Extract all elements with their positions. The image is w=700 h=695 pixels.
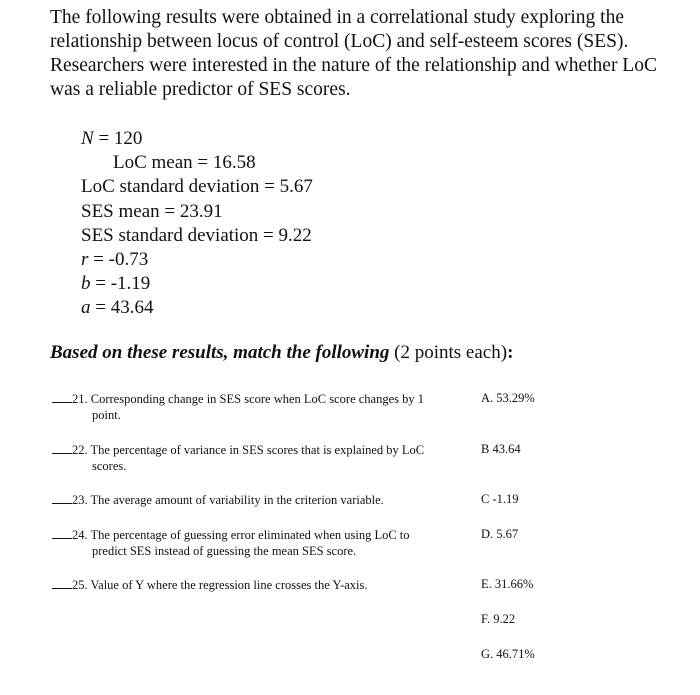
answer-blank-24[interactable] [52, 527, 72, 539]
question-25 [52, 577, 462, 593]
heading-colon: : [507, 342, 514, 363]
question-text: 25. Value of Y where the regression line crosses the Y-axis. [72, 578, 368, 592]
stat-loc-mean: LoC mean = 16.58 [113, 152, 256, 174]
stat-b-value: = -1.19 [95, 273, 151, 295]
heading-bold-text: Based on these results, match the following [50, 342, 390, 363]
stat-r [81, 248, 313, 272]
heading-points: (2 points each) [389, 342, 508, 363]
answer-blank-22[interactable] [52, 442, 72, 454]
stat-loc-sd: LoC standard deviation = 5.67 [81, 176, 313, 198]
question-23 [52, 492, 462, 508]
stat-n [81, 127, 313, 151]
statistics-list [81, 127, 313, 321]
intro-paragraph: The following results were obtained in a correlational study exploring the relationship between locus of control (LoC) and self-esteem scores (SES). Researchers were interested in the nature of the relationship and whether LoC was a reliable predictor of SES scores. [50, 7, 657, 100]
answer-option-d: D. 5.67 [481, 527, 519, 541]
answer-option-c: C -1.19 [481, 492, 519, 506]
stat-a-symbol: a [81, 297, 91, 319]
stat-ses-sd: SES standard deviation = 9.22 [81, 224, 312, 246]
answer-option-f: F. 9.22 [481, 612, 516, 626]
question-21 [52, 391, 462, 423]
matching-heading [50, 342, 513, 364]
stat-a-value: = 43.64 [95, 297, 154, 319]
answer-blank-21[interactable] [52, 391, 72, 403]
answer-option-b: B 43.64 [481, 442, 521, 456]
question-text: 23. The average amount of variability in the criterion variable. [72, 493, 384, 507]
stat-ses-mean: SES mean = 23.91 [81, 200, 223, 222]
answer-blank-25[interactable] [52, 577, 72, 589]
answer-option-a: A. 53.29% [481, 391, 535, 405]
answer-option-e: E. 31.66% [481, 577, 534, 591]
stat-n-value: = 120 [98, 128, 143, 149]
question-text-cont: point. [92, 408, 121, 422]
answer-option-g: G. 46.71% [481, 647, 535, 661]
stat-r-value: = -0.73 [93, 249, 149, 271]
answer-blank-23[interactable] [52, 492, 72, 504]
question-text: 22. The percentage of variance in SES scores that is explained by LoC [72, 443, 425, 457]
stat-a [81, 296, 313, 320]
stat-r-symbol: r [81, 249, 89, 271]
stat-b-symbol: b [81, 273, 91, 295]
question-24 [52, 527, 462, 559]
question-text: 24. The percentage of guessing error eliminated when using LoC to [72, 528, 410, 542]
question-text-cont: predict SES instead of guessing the mean SES score. [92, 544, 357, 558]
question-text-cont: scores. [92, 459, 127, 473]
stat-b [81, 272, 313, 296]
stat-n-symbol: N [81, 128, 94, 149]
question-22 [52, 442, 462, 474]
question-text: 21. Corresponding change in SES score when LoC score changes by 1 [72, 392, 425, 406]
